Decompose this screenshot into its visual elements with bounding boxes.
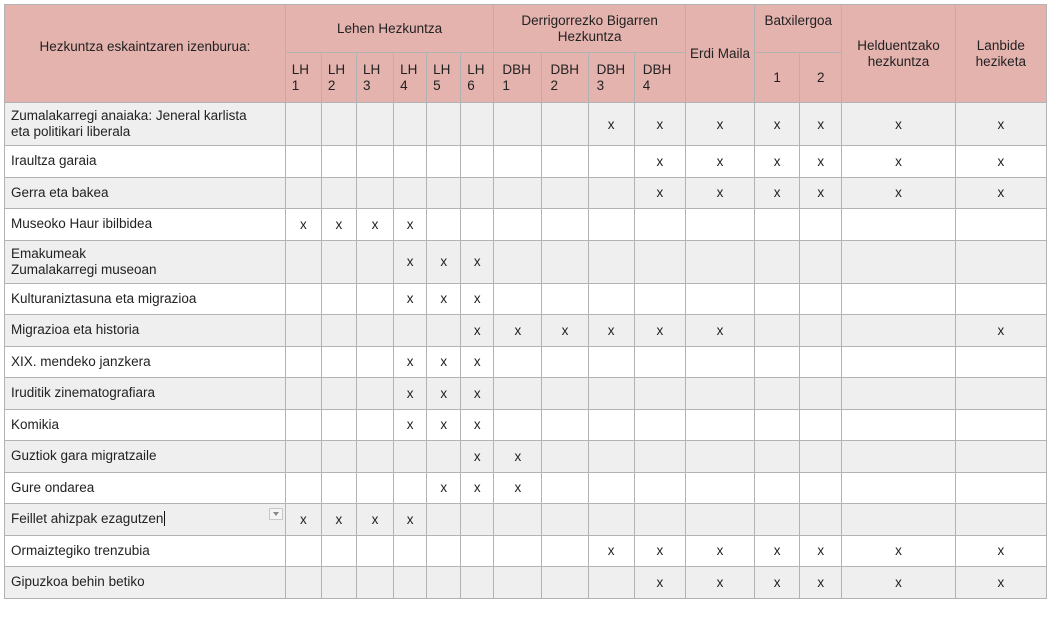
- table-cell[interactable]: [394, 472, 427, 504]
- table-cell[interactable]: [356, 441, 393, 473]
- table-cell[interactable]: x: [755, 146, 800, 178]
- subheader-cell: DBH 3: [588, 53, 634, 103]
- table-cell[interactable]: [588, 346, 634, 378]
- table-cell[interactable]: [842, 441, 955, 473]
- table-cell[interactable]: [356, 240, 393, 283]
- table-cell[interactable]: [755, 378, 800, 410]
- table-cell[interactable]: x: [494, 315, 542, 347]
- table-cell[interactable]: [588, 240, 634, 283]
- table-cell[interactable]: x: [427, 346, 461, 378]
- table-cell[interactable]: [285, 409, 321, 441]
- table-cell[interactable]: [285, 177, 321, 209]
- course-title: Komikia: [11, 416, 60, 432]
- table-cell[interactable]: [755, 209, 800, 241]
- table-cell[interactable]: x: [494, 472, 542, 504]
- header-course-title: Hezkuntza eskaintzaren izenburua:: [5, 5, 286, 103]
- table-cell[interactable]: [427, 209, 461, 241]
- course-title-cell[interactable]: [5, 504, 286, 536]
- table-cell[interactable]: [588, 146, 634, 178]
- course-title: Feillet ahizpak ezagutzen: [11, 511, 164, 527]
- course-offer-table: [4, 4, 1047, 599]
- course-title-cell[interactable]: [5, 378, 286, 410]
- table-cell[interactable]: x: [755, 567, 800, 599]
- subheader-cell: DBH 4: [634, 53, 685, 103]
- table-cell[interactable]: [356, 535, 393, 567]
- course-title-cell[interactable]: [5, 567, 286, 599]
- table-cell[interactable]: [356, 283, 393, 315]
- table-cell[interactable]: [542, 346, 588, 378]
- table-cell[interactable]: x: [800, 103, 842, 146]
- table-cell[interactable]: x: [955, 103, 1046, 146]
- table-cell[interactable]: x: [800, 177, 842, 209]
- table-cell[interactable]: [494, 504, 542, 536]
- table-cell[interactable]: [842, 240, 955, 283]
- table-cell[interactable]: x: [394, 504, 427, 536]
- table-row: [5, 441, 1047, 473]
- subheader-cell: LH 4: [394, 53, 427, 103]
- table-cell[interactable]: [356, 146, 393, 178]
- table-cell[interactable]: [955, 472, 1046, 504]
- table-cell[interactable]: [634, 240, 685, 283]
- table-cell[interactable]: [542, 378, 588, 410]
- table-cell[interactable]: [394, 315, 427, 347]
- table-cell[interactable]: x: [461, 346, 494, 378]
- table-cell[interactable]: [285, 146, 321, 178]
- table-cell[interactable]: [427, 535, 461, 567]
- table-cell[interactable]: [634, 409, 685, 441]
- table-row: [5, 315, 1047, 347]
- table-cell[interactable]: x: [634, 103, 685, 146]
- table-cell[interactable]: [634, 504, 685, 536]
- table-cell[interactable]: x: [955, 567, 1046, 599]
- table-cell[interactable]: [634, 472, 685, 504]
- table-cell[interactable]: [356, 567, 393, 599]
- table-cell[interactable]: [427, 103, 461, 146]
- table-cell[interactable]: x: [685, 315, 754, 347]
- table-cell[interactable]: x: [461, 472, 494, 504]
- table-cell[interactable]: [685, 346, 754, 378]
- table-cell[interactable]: [588, 567, 634, 599]
- table-cell[interactable]: [394, 177, 427, 209]
- table-row: [5, 472, 1047, 504]
- table-cell[interactable]: [634, 346, 685, 378]
- course-title: XIX. mendeko janzkera: [11, 353, 151, 369]
- table-cell[interactable]: [955, 346, 1046, 378]
- course-title-cell[interactable]: [5, 146, 286, 178]
- table-cell[interactable]: [321, 177, 356, 209]
- table-cell[interactable]: x: [427, 409, 461, 441]
- table-cell[interactable]: x: [394, 283, 427, 315]
- table-row: [5, 409, 1047, 441]
- subheader-cell: 1: [755, 53, 800, 103]
- table-cell[interactable]: [842, 315, 955, 347]
- table-cell[interactable]: [955, 441, 1046, 473]
- course-title: Ormaiztegiko trenzubia: [11, 542, 150, 558]
- table-cell[interactable]: [588, 409, 634, 441]
- table-cell[interactable]: [685, 283, 754, 315]
- subheader-cell: LH 1: [285, 53, 321, 103]
- header-batxilergoa: Batxilergoa: [755, 5, 842, 53]
- table-cell[interactable]: x: [755, 103, 800, 146]
- table-cell[interactable]: x: [685, 567, 754, 599]
- table-row: [5, 177, 1047, 209]
- table-cell[interactable]: x: [394, 209, 427, 241]
- table-cell[interactable]: x: [285, 504, 321, 536]
- table-cell[interactable]: [542, 209, 588, 241]
- course-title: Gipuzkoa behin betiko: [11, 574, 145, 590]
- table-cell[interactable]: [800, 441, 842, 473]
- table-cell[interactable]: x: [321, 504, 356, 536]
- table-cell[interactable]: [427, 146, 461, 178]
- course-title: Gure ondarea: [11, 479, 95, 495]
- table-cell[interactable]: [755, 409, 800, 441]
- table-cell[interactable]: x: [800, 567, 842, 599]
- table-cell[interactable]: x: [634, 535, 685, 567]
- table-cell[interactable]: [955, 209, 1046, 241]
- table-cell[interactable]: [285, 283, 321, 315]
- table-cell[interactable]: x: [461, 283, 494, 315]
- table-row: [5, 209, 1047, 241]
- table-cell[interactable]: [588, 472, 634, 504]
- table-cell[interactable]: x: [321, 209, 356, 241]
- course-title: Iraultza garaia: [11, 153, 97, 169]
- table-cell[interactable]: [634, 283, 685, 315]
- table-cell[interactable]: [685, 240, 754, 283]
- table-cell[interactable]: x: [394, 346, 427, 378]
- text-cursor: [164, 511, 165, 526]
- table-cell[interactable]: x: [394, 409, 427, 441]
- course-title: Gerra eta bakea: [11, 184, 109, 200]
- table-cell[interactable]: x: [842, 535, 955, 567]
- table-cell[interactable]: [542, 441, 588, 473]
- table-cell[interactable]: [955, 504, 1046, 536]
- table-cell[interactable]: [800, 315, 842, 347]
- table-cell[interactable]: [842, 346, 955, 378]
- table-cell[interactable]: x: [842, 567, 955, 599]
- table-cell[interactable]: [461, 103, 494, 146]
- course-title-cell[interactable]: [5, 535, 286, 567]
- table-cell[interactable]: x: [634, 177, 685, 209]
- table-cell[interactable]: [356, 315, 393, 347]
- table-cell[interactable]: [494, 409, 542, 441]
- table-cell[interactable]: [588, 378, 634, 410]
- table-cell[interactable]: [955, 283, 1046, 315]
- header-helduentzako: Helduentzako hezkuntza: [842, 5, 955, 103]
- table-cell[interactable]: [800, 472, 842, 504]
- table-cell[interactable]: [588, 283, 634, 315]
- table-cell[interactable]: x: [394, 378, 427, 410]
- table-cell[interactable]: [542, 177, 588, 209]
- table-cell[interactable]: [755, 504, 800, 536]
- table-cell[interactable]: [755, 315, 800, 347]
- table-cell[interactable]: [427, 177, 461, 209]
- table-cell[interactable]: [542, 535, 588, 567]
- course-title: Museoko Haur ibilbidea: [11, 216, 153, 232]
- table-cell[interactable]: [685, 209, 754, 241]
- header-erdi-maila: Erdi Maila: [685, 5, 754, 103]
- table-cell[interactable]: [321, 315, 356, 347]
- course-title-cell[interactable]: [5, 283, 286, 315]
- table-cell[interactable]: x: [427, 472, 461, 504]
- table-cell[interactable]: [356, 409, 393, 441]
- table-cell[interactable]: [755, 283, 800, 315]
- table-cell[interactable]: x: [356, 209, 393, 241]
- table-cell[interactable]: [685, 441, 754, 473]
- table-cell[interactable]: [685, 472, 754, 504]
- table-cell[interactable]: [800, 283, 842, 315]
- table-cell[interactable]: x: [285, 209, 321, 241]
- table-cell[interactable]: [955, 378, 1046, 410]
- header-lanbide: Lanbide heziketa: [955, 5, 1046, 103]
- table-cell[interactable]: [542, 567, 588, 599]
- table-cell[interactable]: [842, 472, 955, 504]
- table-cell[interactable]: [588, 504, 634, 536]
- table-cell[interactable]: [755, 441, 800, 473]
- table-cell[interactable]: [542, 240, 588, 283]
- table-cell[interactable]: [321, 441, 356, 473]
- table-cell[interactable]: [356, 346, 393, 378]
- table-cell[interactable]: [321, 535, 356, 567]
- table-cell[interactable]: [356, 378, 393, 410]
- table-cell[interactable]: x: [634, 146, 685, 178]
- table-cell[interactable]: [427, 315, 461, 347]
- table-cell[interactable]: [634, 441, 685, 473]
- table-cell[interactable]: [685, 378, 754, 410]
- table-cell[interactable]: [588, 177, 634, 209]
- course-title-cell[interactable]: [5, 177, 286, 209]
- table-cell[interactable]: [494, 378, 542, 410]
- course-title-cell[interactable]: [5, 441, 286, 473]
- table-cell[interactable]: [394, 146, 427, 178]
- header-lehen-hezkuntza: Lehen Hezkuntza: [285, 5, 494, 53]
- table-cell[interactable]: x: [800, 535, 842, 567]
- table-cell[interactable]: [800, 240, 842, 283]
- table-cell[interactable]: [494, 240, 542, 283]
- table-cell[interactable]: x: [588, 535, 634, 567]
- table-cell[interactable]: [842, 378, 955, 410]
- table-cell[interactable]: x: [494, 441, 542, 473]
- table-cell[interactable]: [542, 409, 588, 441]
- table-cell[interactable]: [394, 567, 427, 599]
- course-title-cell[interactable]: [5, 240, 286, 283]
- table-cell[interactable]: [394, 103, 427, 146]
- course-title-cell[interactable]: [5, 346, 286, 378]
- table-cell[interactable]: x: [588, 315, 634, 347]
- table-cell[interactable]: x: [634, 567, 685, 599]
- table-row: [5, 504, 1047, 536]
- table-row: [5, 240, 1047, 283]
- table-cell[interactable]: [321, 378, 356, 410]
- table-body: [5, 103, 1047, 599]
- table-cell[interactable]: [800, 409, 842, 441]
- table-cell[interactable]: [285, 240, 321, 283]
- table-cell[interactable]: x: [461, 409, 494, 441]
- table-cell[interactable]: [842, 209, 955, 241]
- subheader-cell: LH 6: [461, 53, 494, 103]
- table-cell[interactable]: [800, 346, 842, 378]
- table-cell[interactable]: [394, 535, 427, 567]
- table-cell[interactable]: [394, 441, 427, 473]
- table-cell[interactable]: [494, 146, 542, 178]
- table-cell[interactable]: x: [461, 315, 494, 347]
- table-cell[interactable]: x: [685, 146, 754, 178]
- table-cell[interactable]: [356, 177, 393, 209]
- course-title: Emakumeak Zumalakarregi museoan: [11, 245, 157, 277]
- table-row: [5, 103, 1047, 146]
- table-cell[interactable]: [542, 283, 588, 315]
- course-title: Kulturaniztasuna eta migrazioa: [11, 290, 197, 306]
- table-cell[interactable]: x: [842, 146, 955, 178]
- course-title-cell[interactable]: [5, 409, 286, 441]
- table-cell[interactable]: x: [755, 535, 800, 567]
- table-cell[interactable]: x: [461, 441, 494, 473]
- table-cell[interactable]: [321, 567, 356, 599]
- table-cell[interactable]: x: [394, 240, 427, 283]
- table-cell[interactable]: [494, 535, 542, 567]
- table-cell[interactable]: [461, 146, 494, 178]
- table-cell[interactable]: [285, 315, 321, 347]
- table-cell[interactable]: [321, 103, 356, 146]
- table-cell[interactable]: x: [955, 535, 1046, 567]
- subheader-cell: DBH 2: [542, 53, 588, 103]
- table-cell[interactable]: [285, 472, 321, 504]
- table-cell[interactable]: x: [427, 240, 461, 283]
- course-title: Iruditik zinematografiara: [11, 385, 156, 401]
- table-cell[interactable]: [685, 504, 754, 536]
- table-cell[interactable]: x: [842, 177, 955, 209]
- table-cell[interactable]: x: [427, 378, 461, 410]
- table-cell[interactable]: [461, 535, 494, 567]
- table-cell[interactable]: [321, 283, 356, 315]
- table-row: [5, 283, 1047, 315]
- table-cell[interactable]: [461, 504, 494, 536]
- table-cell[interactable]: x: [842, 103, 955, 146]
- table-cell[interactable]: [285, 378, 321, 410]
- table-cell[interactable]: [461, 567, 494, 599]
- course-title: Migrazioa eta historia: [11, 322, 140, 338]
- table-cell[interactable]: x: [634, 315, 685, 347]
- table-cell[interactable]: [461, 209, 494, 241]
- table-row: [5, 378, 1047, 410]
- table-cell[interactable]: [494, 103, 542, 146]
- table-cell[interactable]: x: [461, 378, 494, 410]
- table-cell[interactable]: x: [356, 504, 393, 536]
- table-cell[interactable]: [427, 567, 461, 599]
- table-cell[interactable]: [494, 177, 542, 209]
- course-title-cell[interactable]: [5, 209, 286, 241]
- table-cell[interactable]: [542, 504, 588, 536]
- table-cell[interactable]: [321, 240, 356, 283]
- table-cell[interactable]: x: [955, 315, 1046, 347]
- dropdown-arrow-icon[interactable]: [269, 508, 283, 520]
- subheader-cell: LH 2: [321, 53, 356, 103]
- table-cell[interactable]: [356, 472, 393, 504]
- table-cell[interactable]: [494, 209, 542, 241]
- table-cell[interactable]: x: [955, 146, 1046, 178]
- table-cell[interactable]: x: [755, 177, 800, 209]
- table-cell[interactable]: [427, 441, 461, 473]
- table-cell[interactable]: [427, 504, 461, 536]
- table-cell[interactable]: [494, 346, 542, 378]
- subheader-cell: LH 3: [356, 53, 393, 103]
- table-row: [5, 535, 1047, 567]
- table-cell[interactable]: [800, 504, 842, 536]
- table-cell[interactable]: [461, 177, 494, 209]
- table-cell[interactable]: x: [461, 240, 494, 283]
- table-cell[interactable]: [542, 472, 588, 504]
- table-cell[interactable]: [321, 472, 356, 504]
- table-cell[interactable]: x: [685, 177, 754, 209]
- table-cell[interactable]: [588, 441, 634, 473]
- subheader-cell: 2: [800, 53, 842, 103]
- table-cell[interactable]: [842, 504, 955, 536]
- table-cell[interactable]: x: [588, 103, 634, 146]
- table-row: [5, 346, 1047, 378]
- table-cell[interactable]: [755, 240, 800, 283]
- table-cell[interactable]: [634, 378, 685, 410]
- table-cell[interactable]: [285, 567, 321, 599]
- table-cell[interactable]: [494, 567, 542, 599]
- table-cell[interactable]: x: [800, 146, 842, 178]
- table-cell[interactable]: [321, 146, 356, 178]
- table-cell[interactable]: [842, 409, 955, 441]
- header-dbh: Derrigorrezko Bigarren Hezkuntza: [494, 5, 686, 53]
- table-cell[interactable]: [800, 378, 842, 410]
- table-cell[interactable]: [542, 103, 588, 146]
- table-cell[interactable]: [285, 441, 321, 473]
- table-cell[interactable]: [755, 346, 800, 378]
- table-cell[interactable]: x: [955, 177, 1046, 209]
- table-cell[interactable]: [356, 103, 393, 146]
- table-cell[interactable]: [588, 209, 634, 241]
- subheader-cell: LH 5: [427, 53, 461, 103]
- table-cell[interactable]: [321, 346, 356, 378]
- course-title-cell[interactable]: [5, 103, 286, 146]
- table-cell[interactable]: [955, 240, 1046, 283]
- table-cell[interactable]: x: [542, 315, 588, 347]
- table-row: [5, 567, 1047, 599]
- table-row: [5, 146, 1047, 178]
- course-title-cell[interactable]: [5, 315, 286, 347]
- course-title-cell[interactable]: [5, 472, 286, 504]
- subheader-cell: DBH 1: [494, 53, 542, 103]
- table-cell[interactable]: [955, 409, 1046, 441]
- table-cell[interactable]: x: [685, 103, 754, 146]
- table-cell[interactable]: x: [427, 283, 461, 315]
- table-cell[interactable]: [542, 146, 588, 178]
- table-cell[interactable]: [634, 209, 685, 241]
- table-cell[interactable]: [842, 283, 955, 315]
- table-cell[interactable]: [285, 346, 321, 378]
- table-cell[interactable]: [321, 409, 356, 441]
- table-cell[interactable]: [685, 409, 754, 441]
- table-cell[interactable]: [800, 209, 842, 241]
- table-cell[interactable]: [285, 103, 321, 146]
- course-title: Zumalakarregi anaiaka: Jeneral karlista eta politikari liberala: [11, 108, 247, 139]
- table-cell[interactable]: [285, 535, 321, 567]
- table-cell[interactable]: x: [685, 535, 754, 567]
- course-title: Guztiok gara migratzaile: [11, 448, 157, 464]
- table-cell[interactable]: [494, 283, 542, 315]
- table-cell[interactable]: [755, 472, 800, 504]
